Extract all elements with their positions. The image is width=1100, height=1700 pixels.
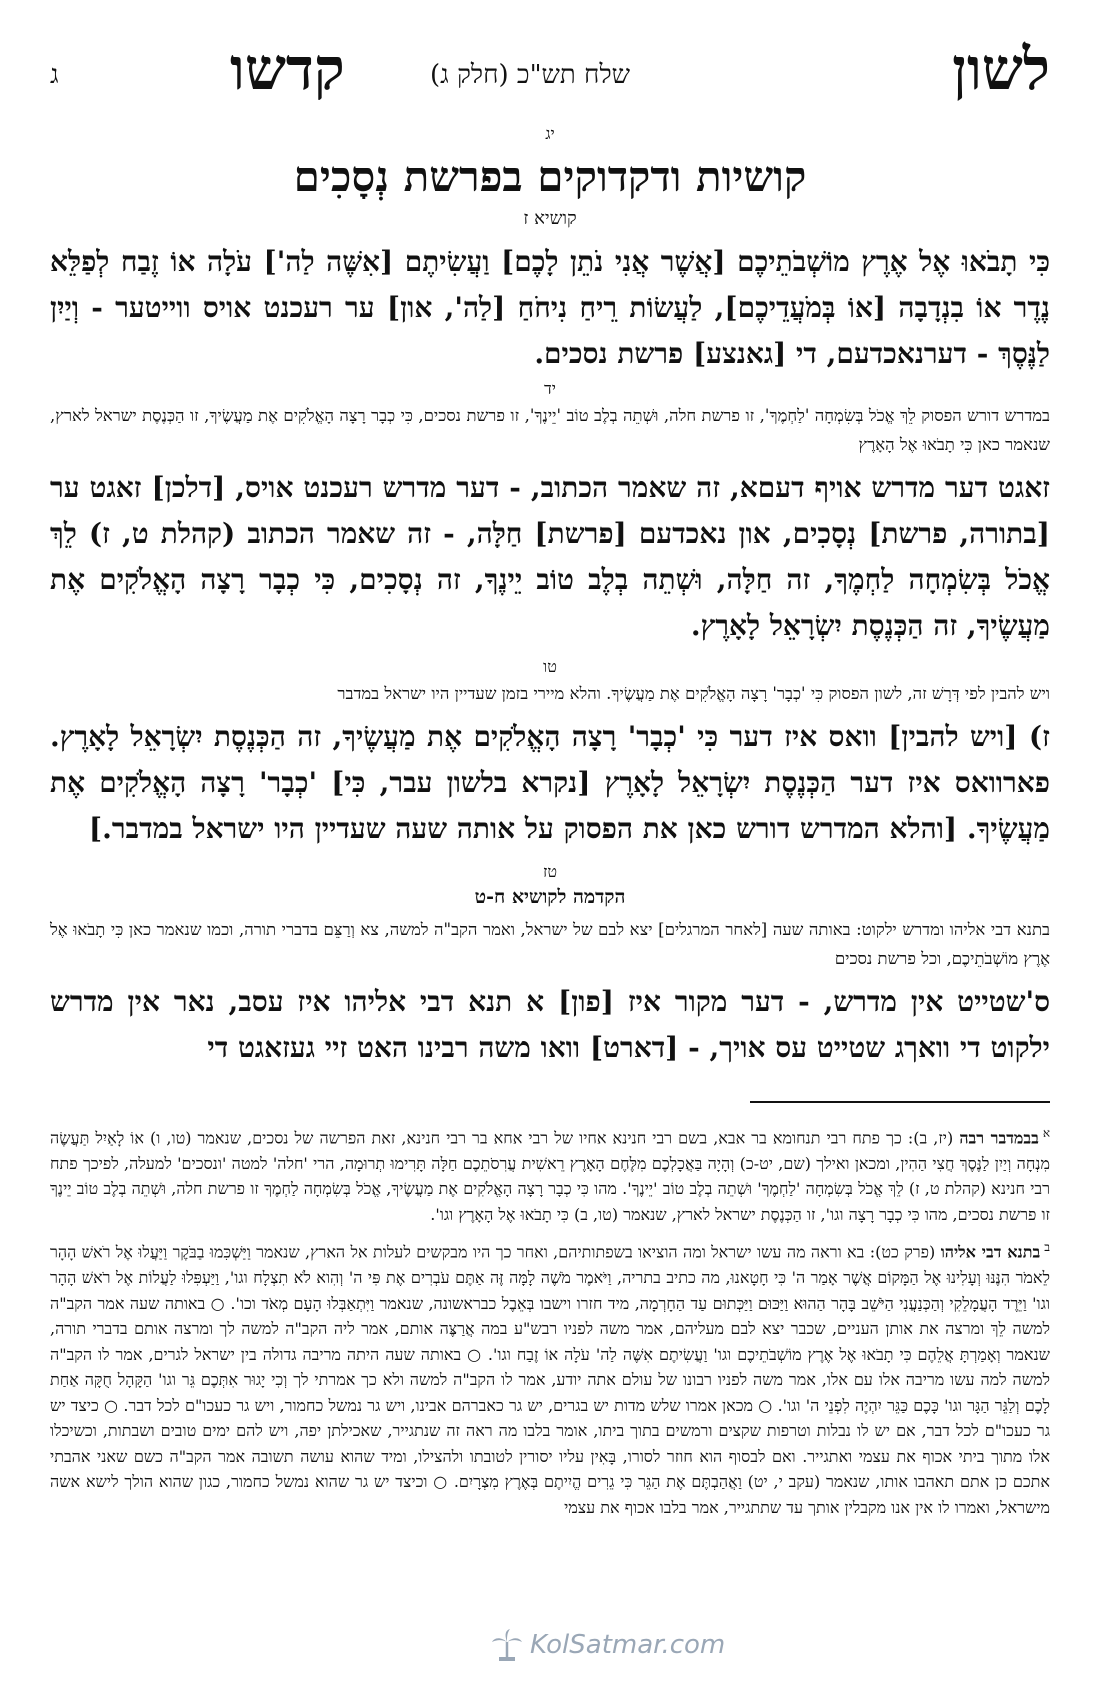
section-number: טז xyxy=(542,862,558,881)
footnote-marker: ב xyxy=(1044,1240,1051,1255)
midrash-summary-2: בתנא דבי אליהו ומדרש ילקוט: באותה שעה [לאחר המרגלים] יצא לבם של ישראל, ואמר הקב"ה למשה, צא וְרַצֵּם בדברי תורה, וכמו שנאמר כאן כִּי תָבֹאוּ אֶל אֶרֶץ מוֹשְׁבֹתֵיכֶם, וכל פרשת נסכים xyxy=(50,920,1050,968)
midrash-summary-1: במדרש דורש הפסוק לֵךְ אֱכֹל בְּשִׂמְחָה 'לַחְמֶךָ', זו פרשת חלה, וּשְׁתֵה בְלֶב טוֹב 'יֵינֶךָ', זו פרשת נסכים, כִּי כְבָר רָצָה הָאֱלֹקִים אֶת מַעֲשֶׂיךָ, זו הַכְּנֶסֶת ישראל לארץ, שנאמר כאן כִּי תָבֹאוּ אֶל הָאָרֶץ xyxy=(50,406,1050,454)
main-paragraph-3: ז) [ויש להבין] וואס איז דער כִּי 'כְבָר' רָצָה הָאֱלֹקִים אֶת מַעֲשֶׂיךָ, זה הַכְּנֶסֶת יִשְׂרָאֵל לָאָרֶץ. פארוואס איז דער הַכְּנֶסֶת יִשְׂרָאֵל לָאָרֶץ [נקרא בלשון עבר, כִּי] 'כְבָר' רָצָה הָאֱלֹקִים אֶת מַעֲשֶׂיךָ. [והלא המדרש דורש כאן את הפסוק על אותה שעה שעדיין היו ישראל במדבר.] xyxy=(50,720,1050,845)
header-title-word-2: קדשו xyxy=(230,35,345,103)
main-paragraph-2: זאגט דער מדרש אויף דעםא, זה שאמר הכתוב, - דער מדרש רעכנט אויס, [דלכן] זאגט ער [בתורה, פרשת] נְסָכִים, און נאכדעם [פרשת] חַלָּה, - זה שאמר הכתוב (קהלת ט, ז) לֵךְ אֱכֹל בְּשִׂמְחָה לַחְמֶךָ, זה חַלָּה, וּשְׁתֵה בְלֶב טוֹב יֵינֶךָ, זה נְסָכִים, כִּי כְבָר רָצָה הָאֱלֹקִים אֶת מַעֲשֶׂיךָ, זה הַכְּנֶסֶת יִשְׂרָאֵל לָאָרֶץ. xyxy=(50,471,1050,642)
document-page xyxy=(50,35,1051,1660)
question-label: קושיא ז xyxy=(523,208,577,229)
footnote-b xyxy=(50,1235,1050,1520)
main-paragraph-1: כִּי תָבֹאוּ אֶל אֶרֶץ מוֹשְׁבֹתֵיכֶם [אֲשֶׁר אֲנִי נֹתֵן לָכֶם] וַעֲשִׂיתֶם [אִשֶּׁה לַה'] עֹלָה אוֹ זֶבַח לְפַלֵּא נֶדֶר אוֹ בִנְדָבָה [אוֹ בְּמֹעֲדֵיכֶם], לַעֲשׂוֹת רֵיחַ נִיחֹחַ [לַה', און] ער רעכנט אויס ווייטער - וְיַיִן לַנֶּסֶךְ - דערנאכדעם, די [גאנצע] פרשת נסכים. xyxy=(50,245,1050,370)
palm-tree-logo-icon xyxy=(490,1628,524,1662)
section-number: יד xyxy=(544,379,556,398)
page-title: קושיות ודקדוקים בפרשת נְסָכִים xyxy=(293,152,807,201)
footnote-source: בתנא דבי אליהו xyxy=(940,1242,1041,1262)
footnote-marker: א xyxy=(1042,1126,1051,1140)
footnote-text: (יז, ב): כך פתח רבי תנחומא בר אבא, בשם רבי חנינא אחיו של רבי אחא בר רבי חנינא, זאת הפרשה של נסכים, שנאמר (טו, ו) אוֹ לָאַיִל תַּעֲשֶׂה מִנְחָה וְיַיִן לַנֶּסֶךְ חֲצִי הַהִין, ומכאן ואילך (שם, יט-כ) וְהָיָה בַּאֲכָלְכֶם מִלֶּחֶם הָאָרֶץ רֵאשִׁית עֲרִסֹתֵכֶם חַלָּה תָּרִימוּ תְרוּמָה, הרי 'חלה' למטה 'ונסכים' למעלה, לפיכך פתח רבי חנינא (קהלת ט, ז) לֵךְ אֱכֹל בְּשִׂמְחָה 'לַחְמֶךָ' וּשְׁתֵה בְלֶב טוֹב 'יֵינֶךָ'. מהו כִּי כְבָר רָצָה הָאֱלֹקִים אֶת מַעֲשֶׂיךָ, אֱכֹל בְּשִׂמְחָה לַחְמֶךָ זו פרשת חלה, וּשְׁתֵה בְלֶב טוֹב יֵינֶךָ זו פרשת נסכים, מהו כִּי כְבָר רָצָה וגו', זו הַכְּנֶסֶת ישראל לארץ, שנאמר (טו, ב) כִּי תָבֹאוּ אֶל הָאָרֶץ וגו'. xyxy=(50,1128,1050,1224)
header-parsha: שלח תש"כ (חלק ג) xyxy=(430,60,631,90)
footnote-source: בבמדבר רבה xyxy=(959,1128,1039,1148)
header-page-number: ג xyxy=(50,60,59,90)
section-number: טו xyxy=(543,657,557,676)
header-title-word-1: לשון xyxy=(952,35,1050,103)
site-watermark xyxy=(490,1628,725,1662)
intro-heading: הקדמה לקושיא ח-ט xyxy=(474,886,626,908)
section-number: יג xyxy=(545,124,555,143)
footnote-text: (פרק כט): בא וראה מה עשו ישראל ומה הוציאו בשפתותיהם, ואחר כך היו מבקשים לעלות אל הארץ, שנאמר וַיַּשְׁכִּמוּ בַבֹּקֶר וַיַּעֲלוּ אֶל רֹאשׁ הָהָר לֵאמֹר הִנֶּנּוּ וְעָלִינוּ אֶל הַמָּקוֹם אֲשֶׁר אָמַר ה' כִּי חָטָאנוּ, מה כתיב בתריה, וַיֹּאמֶר מֹשֶׁה לָמָּה זֶּה אַתֶּם עֹבְרִים אֶת פִּי ה' וְהִוא לֹא תִצְלָח וגו', וַיַּעְפִּלוּ לַעֲלוֹת אֶל רֹאשׁ הָהָר וגו' וַיֵּרֶד הָעֲמָלֵקִי וְהַכְּנַעֲנִי הַיֹּשֵׁב בָּהָר הַהוּא וַיַּכּוּם וַיַּכְּתוּם עַד הַחָרְמָה, מיד חזרו וישבו בְּאֵבֶל כבראשונה, שנאמר וַיִּתְאַבְּלוּ הָעָם מְאֹד וכו'. ○ באותה שעה אמר הקב"ה למשה לֵךְ ומרצה את אותן העניים, שכבר יצא לבם מעליהם, אמר משה לפניו רבש"ע במה אֲרַצֶּה אותם, אמר ליה הקב"ה למשה לך ומרצה אותם בדברי תורה, שנאמר וְאָמַרְתָּ אֲלֵהֶם כִּי תָבֹאוּ אֶל אֶרֶץ מוֹשְׁבֹתֵיכֶם וגו' וַעֲשִׂיתֶם אִשֶּׁה לַה' עֹלָה אוֹ זֶבַח וגו'. ○ באותה שעה היתה מריבה גדולה בין ישראל לגרים, אמר לו הקב"ה למשה למה עשו מריבה אלו עם אלו, אמר משה לפניו רבונו של עולם אתה יודע, אמר לו הקב"ה למשה ולא כך אמרתי לך וְכִי יָגוּר אִתְּכֶם גֵּר וגו' הַקָּהָל חֻקָּה אַחַת לָכֶם וְלַגֵּר הַגָּר וגו' כָּכֶם כַּגֵּר יִהְיֶה לִפְנֵי ה' וגו'. ○ מכאן אמרו שלש מדות יש בגרים, יש גר כאברהם אבינו, ויש גר נמשל כחמור, ויש גר כעכו"ם לכל דבר. ○ כיצד יש גר כעכו"ם לכל דבר, אם יש לו נבלות וטרפות שקצים ורמשים בתוך ביתו, אומר בלבו מה ראה זה שנתגייר, שאכילתן יפה, ויש להם ימים טובים ושבתות, וכשיכלו אלו מתוך ביתי אכוף את עצמי ואתגייר. ואם לבסוף הוא חוזר לסורו, בָּאִין עליו יסורין לטובתו ולהצילו, ומיד שהוא עושה תשובה אמר הקב"ה כשם שאני אהבתי אתכם כן אתם תאהבו אותו, שנאמר (עקב י, יט) וַאֲהַבְתֶּם אֶת הַגֵּר כִּי גֵרִים הֱיִיתֶם בְּאֶרֶץ מִצְרָיִם. ○ וכיצד יש גר שהוא נמשל כחמור, כגון שהוא הולך לישא אשה מישראל, ואמרו לו אין אנו מקבלין אותך עד שתתגייר, אמר בלבו אכוף את עצמי xyxy=(50,1242,1051,1517)
main-paragraph-4: ס'שטייט אין מדרש, - דער מקור איז [פון] א תנא דבי אליהו איז עסב, נאר אין מדרש ילקוט די וואךג שטייט עס אויך, - [דארט] וואו משה רבינו האט זיי געזאגט די xyxy=(50,985,1050,1064)
page-header xyxy=(50,35,1050,120)
footnote-a xyxy=(50,1121,1050,1227)
question-summary: ויש להבין לפי דְּרָשׁ זה, לשון הפסוק כִּי 'כְבָר' רָצָה הָאֱלֹקִים אֶת מַעֲשֶׂיךָ. והלא מיירי בזמן שעדיין היו ישראל במדבר xyxy=(337,684,1050,703)
footnote-divider xyxy=(750,1101,1050,1103)
watermark-text: KolSatmar.com xyxy=(530,1630,726,1660)
